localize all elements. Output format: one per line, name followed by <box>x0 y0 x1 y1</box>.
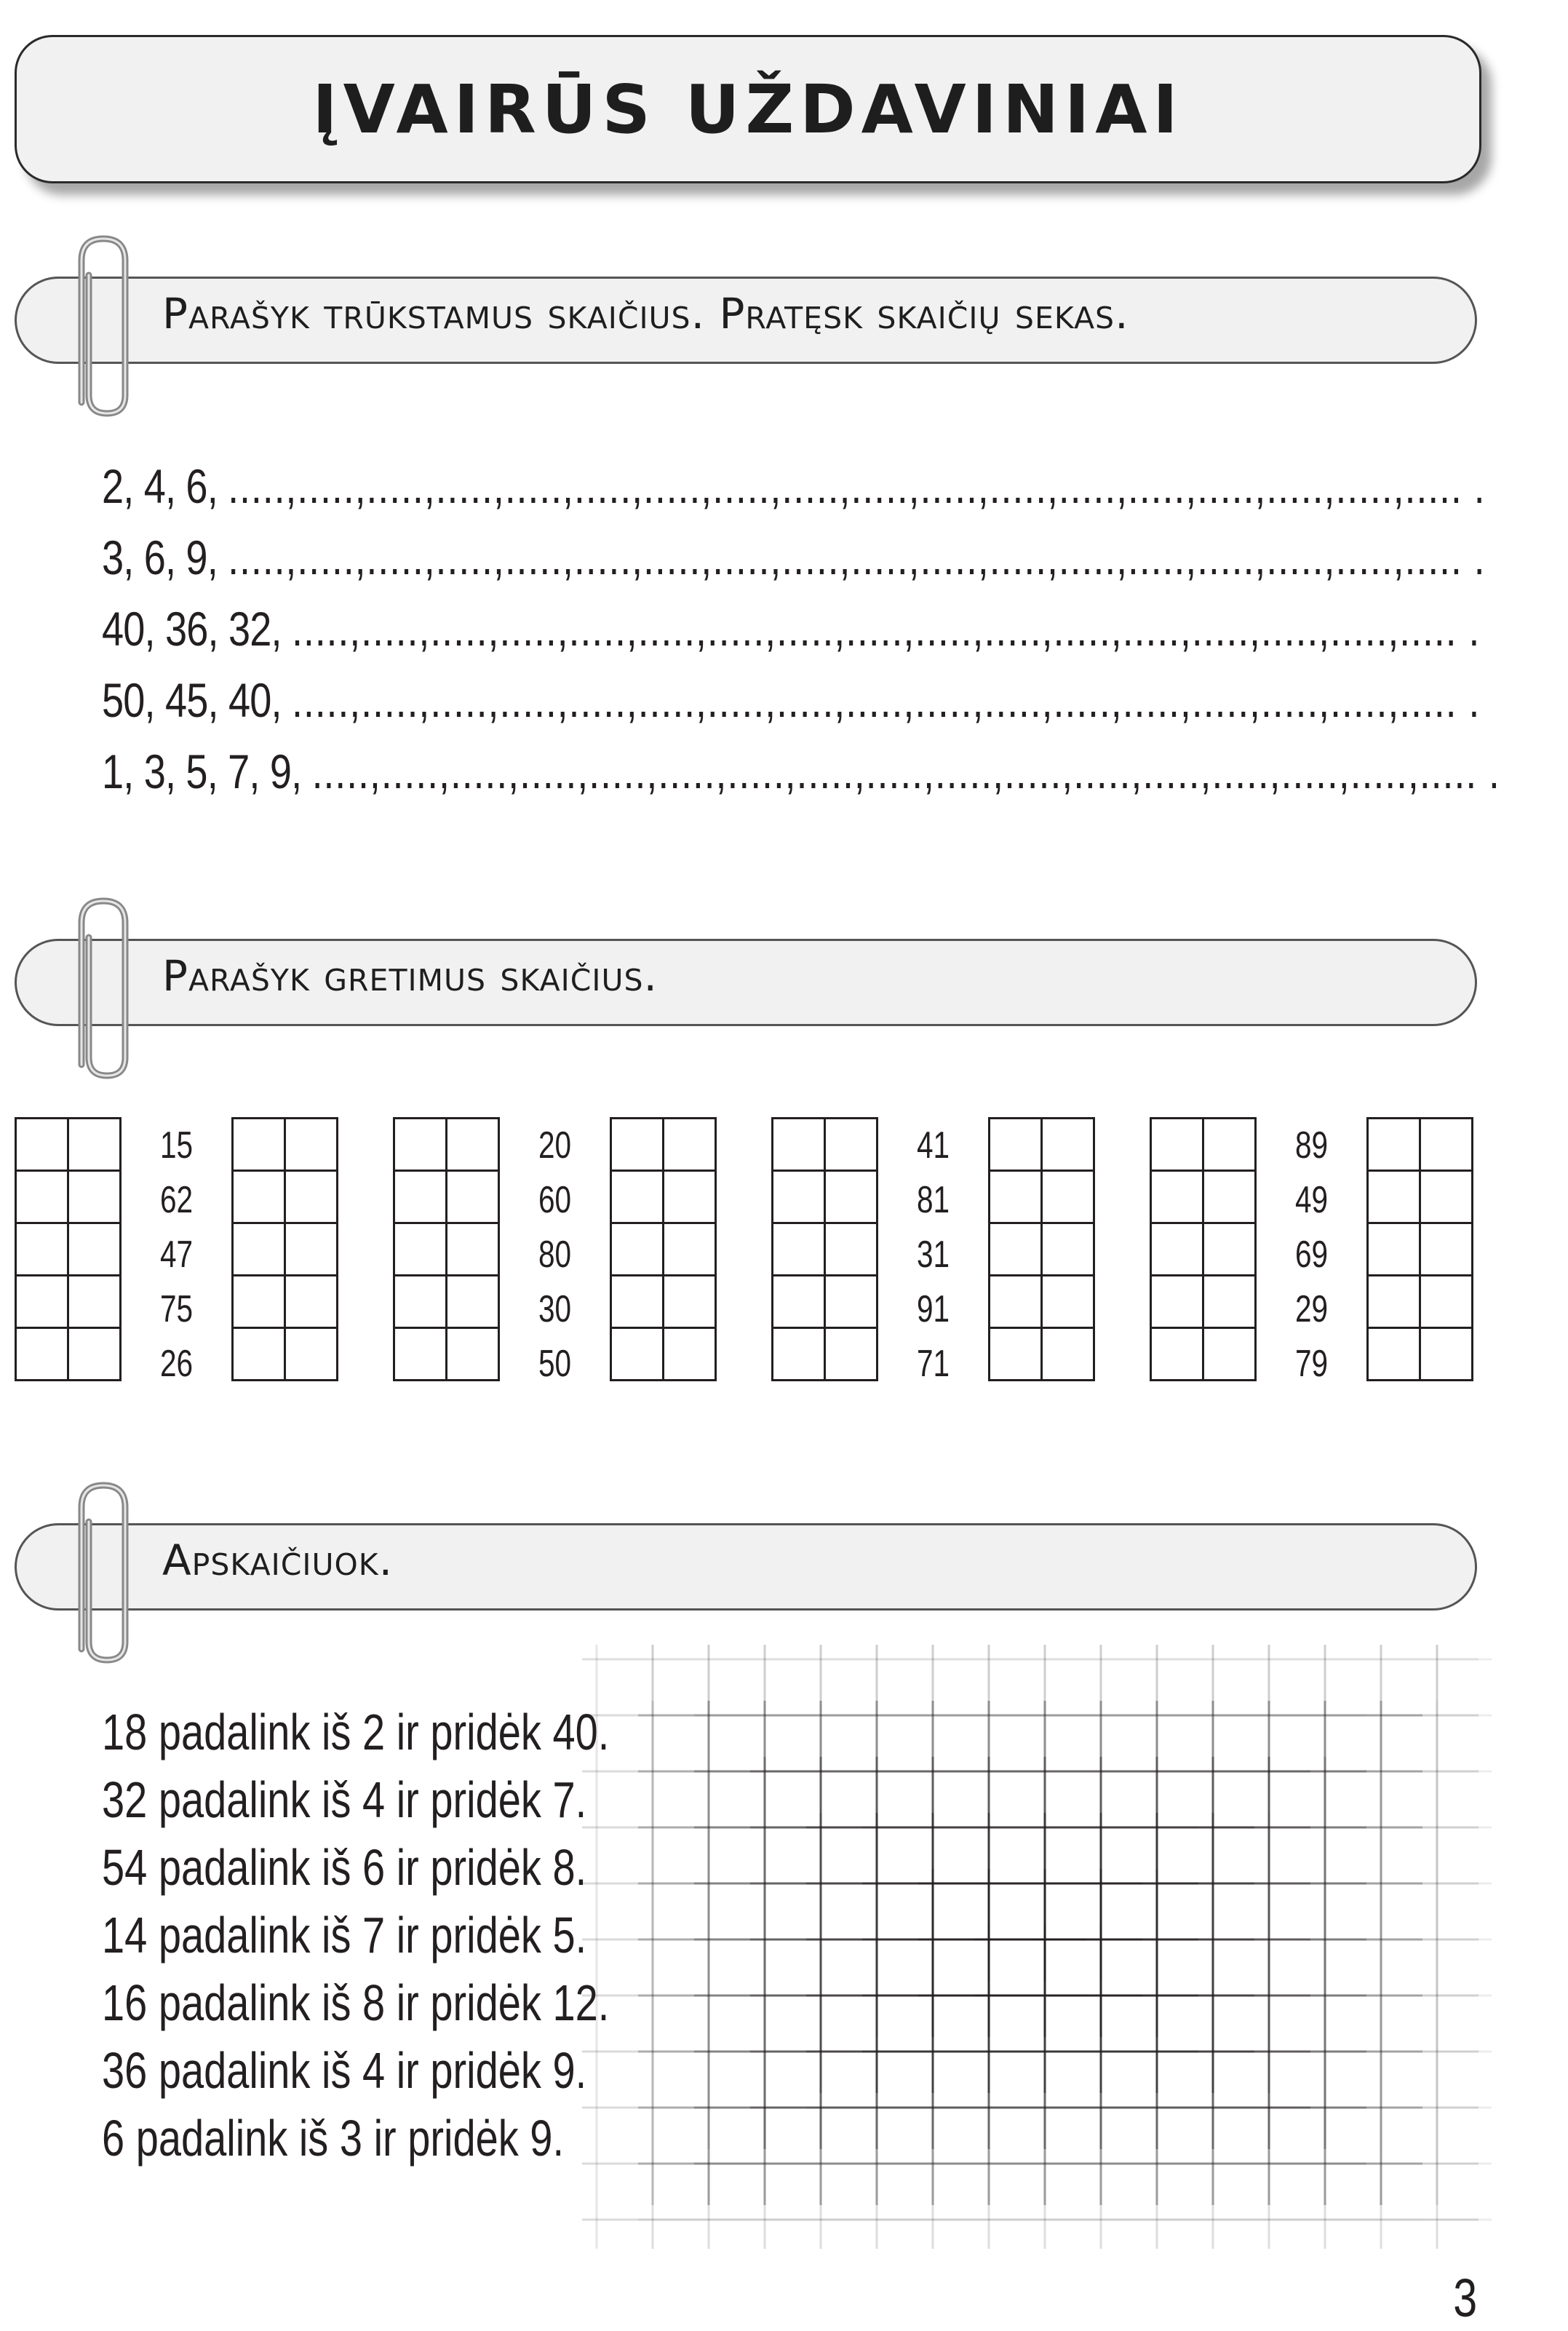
answer-cell[interactable] <box>611 1328 664 1381</box>
previous-number-grid[interactable] <box>393 1117 500 1381</box>
next-number-grid[interactable] <box>988 1117 1095 1381</box>
sequence-start: 50, 45, 40, <box>102 673 282 727</box>
answer-cell[interactable] <box>1368 1328 1420 1381</box>
sequence-line <box>102 531 1486 584</box>
paperclip-icon <box>60 231 147 421</box>
answer-cell[interactable] <box>1420 1276 1473 1328</box>
answer-cell[interactable] <box>68 1328 121 1381</box>
answer-cell[interactable] <box>1203 1171 1256 1223</box>
given-number: 29 <box>1295 1288 1329 1330</box>
sequence-start: 40, 36, 32, <box>102 602 282 656</box>
given-number: 50 <box>538 1343 572 1385</box>
section-1-banner <box>15 277 1477 364</box>
answer-cell[interactable] <box>394 1171 447 1223</box>
answer-cell[interactable] <box>1420 1119 1473 1171</box>
calculation-task: 14 padalink iš 7 ir pridėk 5. <box>102 1907 587 1963</box>
answer-cell[interactable] <box>664 1223 716 1276</box>
answer-cell[interactable] <box>825 1276 877 1328</box>
next-number-grid[interactable] <box>1366 1117 1473 1381</box>
answer-cell[interactable] <box>233 1328 285 1381</box>
answer-cell[interactable] <box>1151 1223 1203 1276</box>
answer-cell[interactable] <box>16 1276 68 1328</box>
answer-cell[interactable] <box>68 1276 121 1328</box>
answer-cell[interactable] <box>285 1328 338 1381</box>
section-3-heading: Apskaičiuok. <box>162 1536 394 1585</box>
answer-cell[interactable] <box>1203 1223 1256 1276</box>
given-numbers-column <box>917 1119 959 1391</box>
next-number-grid[interactable] <box>610 1117 717 1381</box>
given-number: 30 <box>538 1288 572 1330</box>
calculation-task: 32 padalink iš 4 ir pridėk 7. <box>102 1771 587 1828</box>
given-number: 81 <box>917 1179 950 1221</box>
sequence-blanks: .....,.....,.....,.....,.....,.....,.....,.....,.....,.....,.....,.....,.....,.....,.....,.....,..... . <box>291 602 1481 656</box>
previous-number-grid[interactable] <box>15 1117 122 1381</box>
answer-cell[interactable] <box>664 1276 716 1328</box>
answer-cell[interactable] <box>825 1171 877 1223</box>
answer-cell[interactable] <box>990 1171 1042 1223</box>
answer-cell[interactable] <box>394 1223 447 1276</box>
given-number: 15 <box>160 1124 194 1167</box>
paperclip-icon <box>60 894 147 1083</box>
sequence-start: 1, 3, 5, 7, 9, <box>102 744 302 798</box>
answer-cell[interactable] <box>990 1223 1042 1276</box>
answer-cell[interactable] <box>1368 1171 1420 1223</box>
sequence-line <box>102 459 1486 513</box>
given-number: 75 <box>160 1288 194 1330</box>
answer-cell[interactable] <box>285 1223 338 1276</box>
answer-cell[interactable] <box>773 1276 825 1328</box>
answer-cell[interactable] <box>1203 1119 1256 1171</box>
given-numbers-column <box>1295 1119 1337 1391</box>
answer-cell[interactable] <box>990 1276 1042 1328</box>
given-number: 89 <box>1295 1124 1329 1167</box>
answer-cell[interactable] <box>1203 1276 1256 1328</box>
answer-cell[interactable] <box>773 1328 825 1381</box>
sequence-blanks: .....,.....,.....,.....,.....,.....,.....,.....,.....,.....,.....,.....,.....,.....,.....,.....,.....,..... . <box>228 459 1486 513</box>
answer-cell[interactable] <box>611 1223 664 1276</box>
answer-cell[interactable] <box>1042 1171 1094 1223</box>
sequence-blanks: .....,.....,.....,.....,.....,.....,.....,.....,.....,.....,.....,.....,.....,.....,.....,.....,..... . <box>311 744 1500 798</box>
answer-cell[interactable] <box>664 1171 716 1223</box>
answer-cell[interactable] <box>773 1223 825 1276</box>
sequence-start: 3, 6, 9, <box>102 531 218 584</box>
given-number: 71 <box>917 1343 950 1385</box>
given-number: 26 <box>160 1343 194 1385</box>
answer-cell[interactable] <box>1368 1119 1420 1171</box>
answer-cell[interactable] <box>1042 1119 1094 1171</box>
given-number: 80 <box>538 1234 572 1276</box>
answer-cell[interactable] <box>394 1328 447 1381</box>
answer-cell[interactable] <box>825 1328 877 1381</box>
answer-cell[interactable] <box>664 1328 716 1381</box>
answer-cell[interactable] <box>1420 1223 1473 1276</box>
answer-cell[interactable] <box>1042 1328 1094 1381</box>
calculation-task: 16 padalink iš 8 ir pridėk 12. <box>102 1974 610 2031</box>
given-numbers-column <box>538 1119 581 1391</box>
answer-cell[interactable] <box>664 1119 716 1171</box>
answer-cell[interactable] <box>1042 1276 1094 1328</box>
title-banner <box>15 35 1481 183</box>
answer-cell[interactable] <box>285 1276 338 1328</box>
sequence-start: 2, 4, 6, <box>102 459 218 513</box>
answer-cell[interactable] <box>68 1119 121 1171</box>
answer-cell[interactable] <box>1368 1276 1420 1328</box>
answer-cell[interactable] <box>773 1119 825 1171</box>
answer-cell[interactable] <box>1151 1276 1203 1328</box>
given-number: 20 <box>538 1124 572 1167</box>
paperclip-icon <box>60 1478 147 1667</box>
answer-cell[interactable] <box>1420 1328 1473 1381</box>
sequence-line <box>102 673 1481 727</box>
sequence-line <box>102 744 1500 798</box>
given-numbers-column <box>160 1119 202 1391</box>
answer-cell[interactable] <box>773 1171 825 1223</box>
sequence-blanks: .....,.....,.....,.....,.....,.....,.....,.....,.....,.....,.....,.....,.....,.....,.....,.....,.....,..... . <box>228 531 1486 584</box>
answer-cell[interactable] <box>1151 1171 1203 1223</box>
answer-cell[interactable] <box>16 1171 68 1223</box>
answer-cell[interactable] <box>447 1119 499 1171</box>
answer-cell[interactable] <box>611 1276 664 1328</box>
answer-cell[interactable] <box>394 1276 447 1328</box>
answer-cell[interactable] <box>990 1328 1042 1381</box>
answer-cell[interactable] <box>1368 1223 1420 1276</box>
given-number: 62 <box>160 1179 194 1221</box>
answer-cell[interactable] <box>16 1119 68 1171</box>
section-2-banner <box>15 939 1477 1026</box>
section-2-heading: Parašyk gretimus skaičius. <box>162 951 658 1001</box>
given-number: 69 <box>1295 1234 1329 1276</box>
answer-cell[interactable] <box>1042 1223 1094 1276</box>
answer-cell[interactable] <box>285 1119 338 1171</box>
answer-cell[interactable] <box>394 1119 447 1171</box>
given-number: 79 <box>1295 1343 1329 1385</box>
given-number: 41 <box>917 1124 950 1167</box>
answer-cell[interactable] <box>233 1276 285 1328</box>
answer-cell[interactable] <box>447 1223 499 1276</box>
page-title: ĮVAIRŪS UŽDAVINIAI <box>312 70 1184 148</box>
answer-cell[interactable] <box>825 1223 877 1276</box>
answer-cell[interactable] <box>1151 1119 1203 1171</box>
previous-number-grid[interactable] <box>771 1117 878 1381</box>
given-number: 91 <box>917 1288 950 1330</box>
answer-cell[interactable] <box>1420 1171 1473 1223</box>
sequence-blanks: .....,.....,.....,.....,.....,.....,.....,.....,.....,.....,.....,.....,.....,.....,.....,.....,..... . <box>291 673 1481 727</box>
given-number: 31 <box>917 1234 950 1276</box>
answer-cell[interactable] <box>447 1328 499 1381</box>
answer-cell[interactable] <box>233 1171 285 1223</box>
answer-cell[interactable] <box>233 1119 285 1171</box>
answer-cell[interactable] <box>1151 1328 1203 1381</box>
next-number-grid[interactable] <box>231 1117 338 1381</box>
answer-cell[interactable] <box>16 1328 68 1381</box>
answer-cell[interactable] <box>1203 1328 1256 1381</box>
answer-cell[interactable] <box>447 1171 499 1223</box>
calculation-task: 54 padalink iš 6 ir pridėk 8. <box>102 1839 587 1896</box>
answer-cell[interactable] <box>990 1119 1042 1171</box>
calculation-task: 6 padalink iš 3 ir pridėk 9. <box>102 2110 565 2167</box>
given-number: 49 <box>1295 1179 1329 1221</box>
calculation-task: 18 padalink iš 2 ir pridėk 40. <box>102 1704 610 1760</box>
section-1-heading: Parašyk trūkstamus skaičius. Pratęsk skaičių sekas. <box>162 289 1129 338</box>
answer-cell[interactable] <box>68 1171 121 1223</box>
answer-cell[interactable] <box>611 1171 664 1223</box>
section-3-banner <box>15 1523 1477 1611</box>
given-number: 60 <box>538 1179 572 1221</box>
answer-cell[interactable] <box>233 1223 285 1276</box>
answer-cell[interactable] <box>68 1223 121 1276</box>
previous-number-grid[interactable] <box>1150 1117 1257 1381</box>
calculation-task: 36 padalink iš 4 ir pridėk 9. <box>102 2042 587 2099</box>
answer-cell[interactable] <box>285 1171 338 1223</box>
given-number: 47 <box>160 1234 194 1276</box>
page-number: 3 <box>1453 2268 1477 2328</box>
answer-cell[interactable] <box>611 1119 664 1171</box>
sequence-line <box>102 602 1481 656</box>
answer-cell[interactable] <box>447 1276 499 1328</box>
answer-cell[interactable] <box>16 1223 68 1276</box>
squared-paper-grid <box>582 1645 1492 2249</box>
answer-cell[interactable] <box>825 1119 877 1171</box>
